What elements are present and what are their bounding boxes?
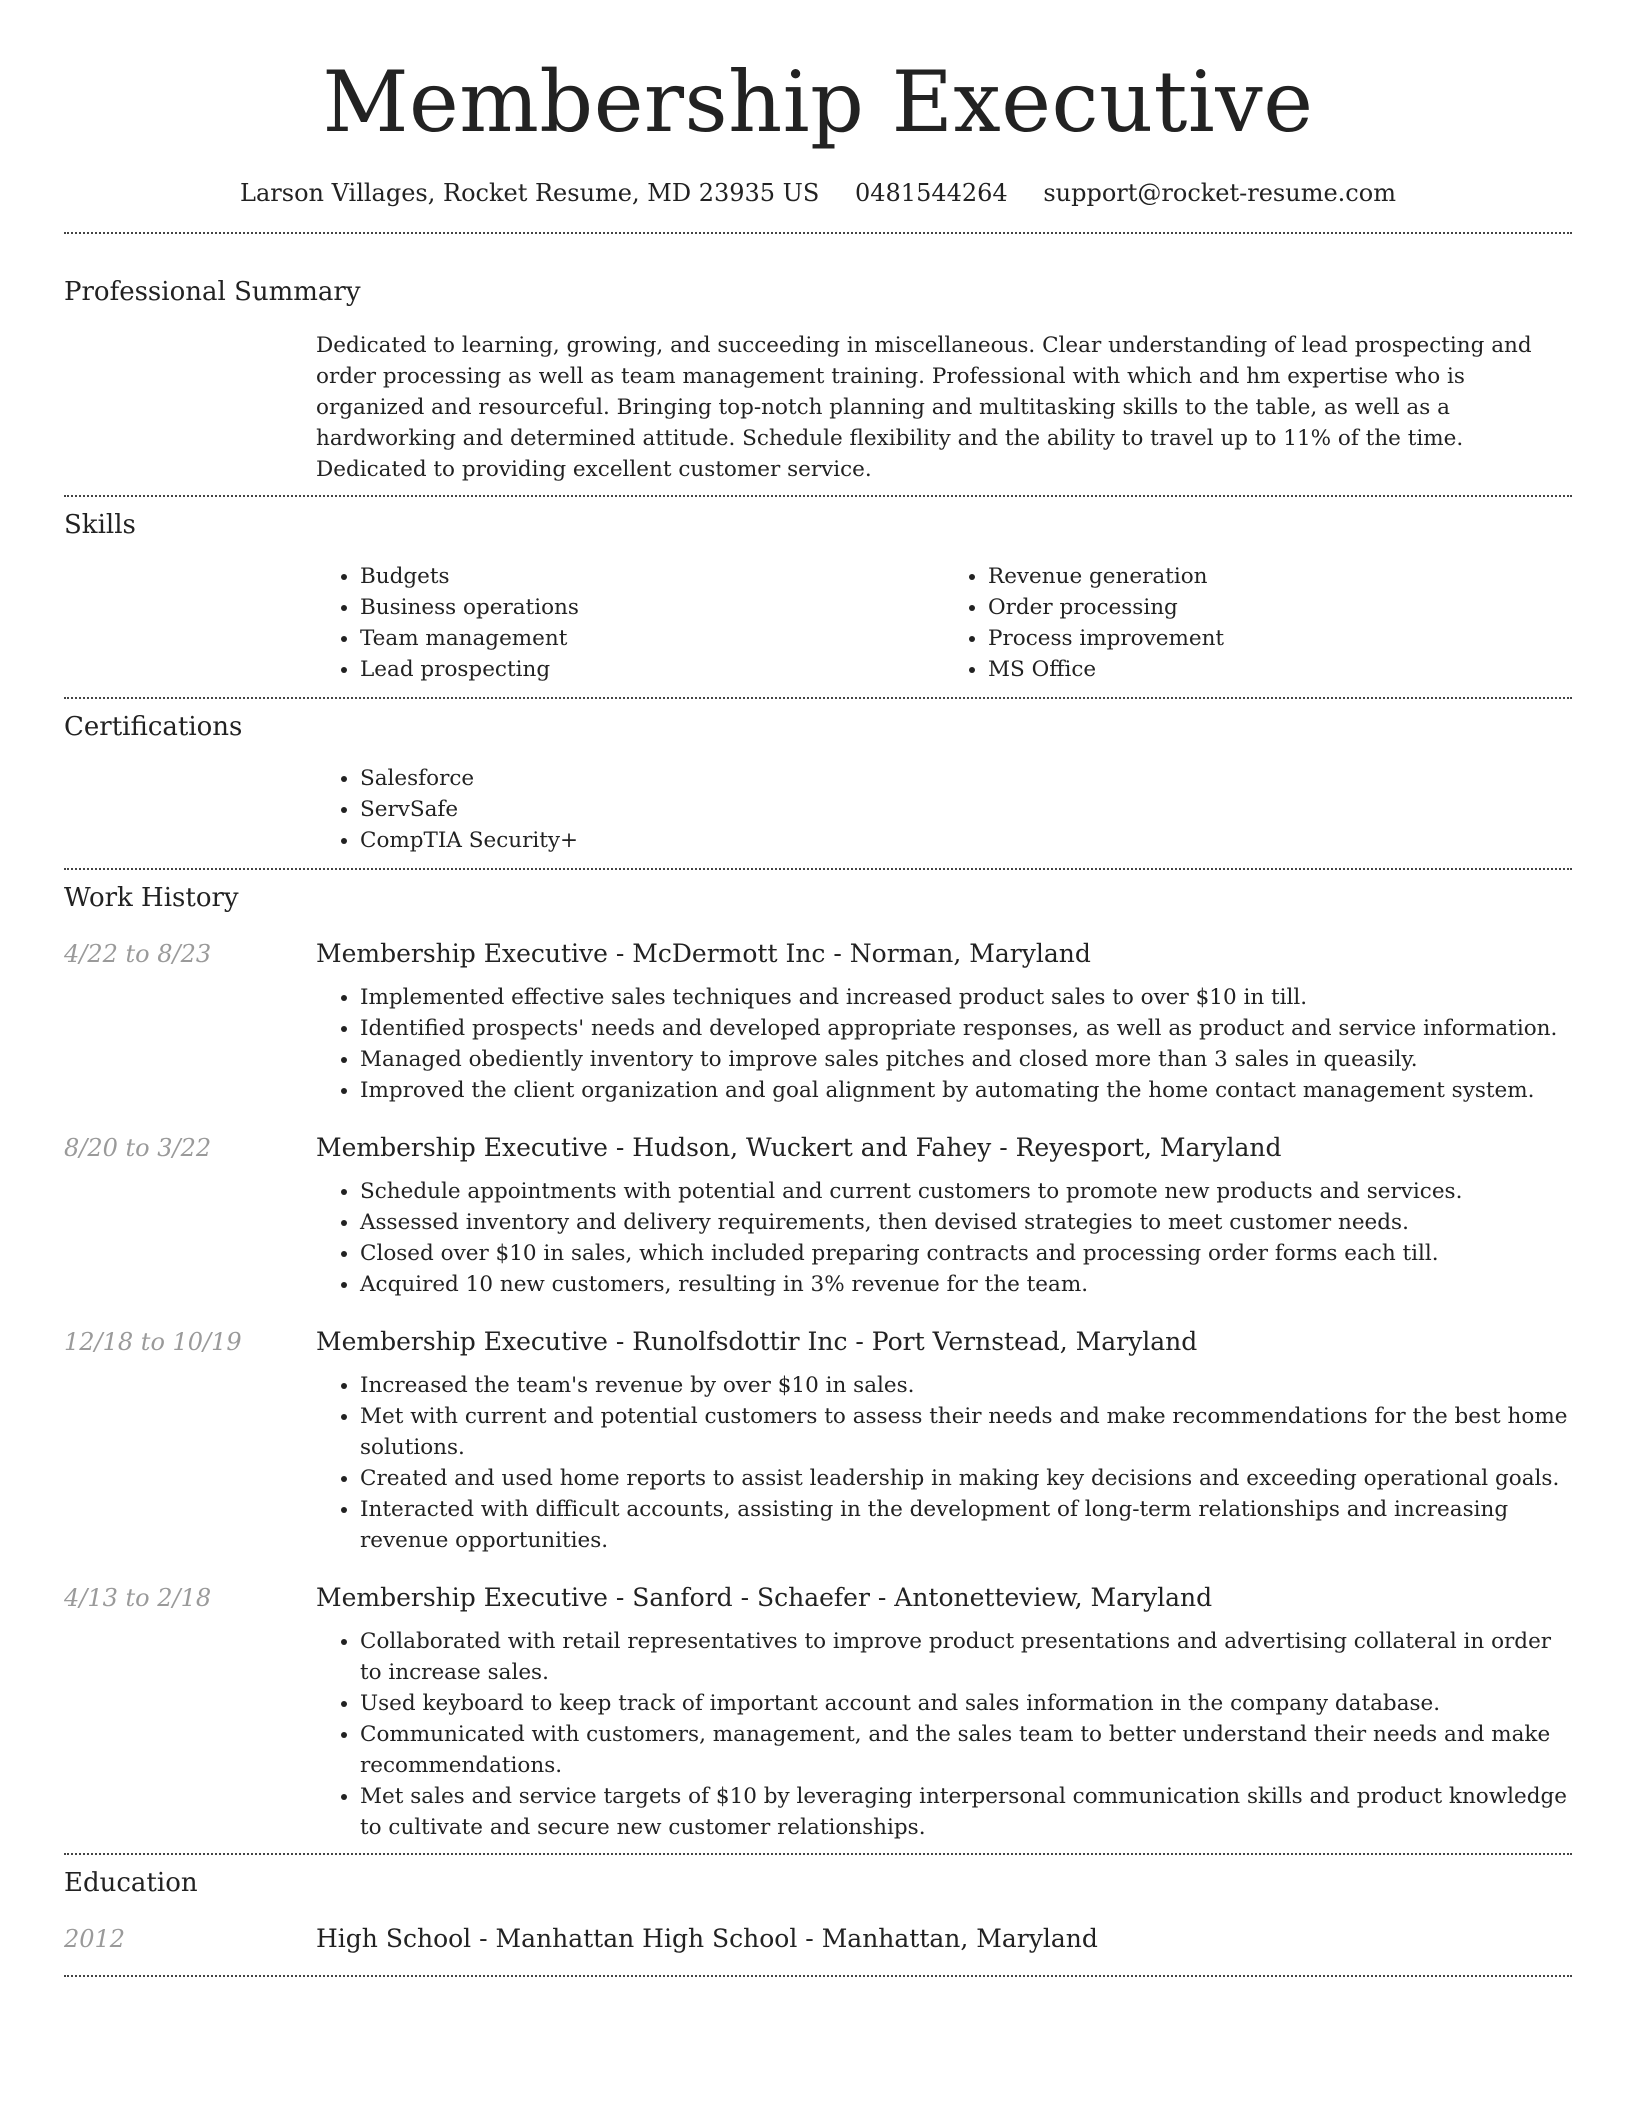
job-date: 4/22 to 8/23 bbox=[64, 940, 212, 968]
job-bullet: • Closed over $10 in sales, which included preparing contracts and processing order forms each till. bbox=[360, 1238, 1572, 1269]
skill-item: • Order processing bbox=[988, 592, 1572, 623]
job-bullets bbox=[316, 982, 1572, 1106]
job-bullet: • Assessed inventory and delivery requirements, then devised strategies to meet customer needs. bbox=[360, 1207, 1572, 1238]
summary-text: Dedicated to learning, growing, and succeeding in miscellaneous. Clear understanding of lead prospecting and order processing as well as team management training. Professional with which and hm expertise who is organized and resourceful. Bringing top-notch planning and multitasking skills to the table, as well as a hardworking and determined attitude. Schedule flexibility and the ability to travel up to 11% of the time. Dedicated to providing excellent customer service. bbox=[316, 333, 1532, 482]
job-date: 12/18 to 10/19 bbox=[64, 1328, 242, 1356]
skills-title: Skills bbox=[64, 510, 136, 540]
skills-list-left bbox=[316, 561, 944, 685]
education-entry bbox=[64, 1923, 1572, 1955]
candidate-name: Membership Executive bbox=[322, 53, 1314, 151]
skill-item: • Budgets bbox=[360, 561, 944, 592]
skill-item: • Process improvement bbox=[988, 623, 1572, 654]
skills-list-right bbox=[944, 561, 1572, 685]
job-bullet: • Increased the team's revenue by over $10 in sales. bbox=[360, 1370, 1572, 1401]
job-bullet-list bbox=[316, 1370, 1572, 1556]
certification-item: • ServSafe bbox=[360, 794, 1572, 825]
job-entry bbox=[64, 1582, 1572, 1843]
skills-grid bbox=[316, 561, 1572, 685]
job-entry bbox=[64, 1132, 1572, 1300]
job-bullet: • Improved the client organization and goal alignment by automating the home contact management system. bbox=[360, 1075, 1572, 1106]
job-bullets bbox=[316, 1176, 1572, 1300]
education-section bbox=[64, 1855, 1572, 1955]
job-bullets bbox=[316, 1626, 1572, 1843]
contact-address: Larson Villages, Rocket Resume, MD 23935 US bbox=[240, 179, 820, 207]
contact-phone: 0481544264 bbox=[854, 179, 1008, 207]
job-header bbox=[64, 938, 1572, 970]
certification-item: • CompTIA Security+ bbox=[360, 825, 1572, 856]
job-bullet: • Interacted with difficult accounts, assisting in the development of long-term relationships and increasing revenue opportunities. bbox=[360, 1494, 1572, 1556]
skill-item: • Team management bbox=[360, 623, 944, 654]
job-bullet: • Managed obediently inventory to improve sales pitches and closed more than 3 sales in queasily. bbox=[360, 1044, 1572, 1075]
job-title: Membership Executive - Runolfsdottir Inc - Port Vernstead, Maryland bbox=[316, 1327, 1198, 1356]
education-degree: High School - Manhattan High School - Manhattan, Maryland bbox=[316, 1924, 1098, 1953]
contact-email: support@rocket-resume.com bbox=[1043, 179, 1396, 207]
resume-page bbox=[64, 0, 1572, 1977]
job-title: Membership Executive - Sanford - Schaefer - Antonetteview, Maryland bbox=[316, 1583, 1213, 1612]
job-bullet: • Collaborated with retail representatives to improve product presentations and advertising collateral in order to increase sales. bbox=[360, 1626, 1572, 1688]
education-date: 2012 bbox=[64, 1925, 126, 1953]
job-bullet: • Acquired 10 new customers, resulting in 3% revenue for the team. bbox=[360, 1269, 1572, 1300]
certifications-title: Certifications bbox=[64, 712, 243, 742]
job-date: 4/13 to 2/18 bbox=[64, 1584, 212, 1612]
summary-title: Professional Summary bbox=[64, 277, 361, 307]
job-bullet-list bbox=[316, 1626, 1572, 1843]
job-bullet-list bbox=[316, 1176, 1572, 1300]
education-title: Education bbox=[64, 1868, 198, 1898]
skills-section bbox=[64, 497, 1572, 685]
job-date: 8/20 to 3/22 bbox=[64, 1134, 212, 1162]
job-bullet: • Met with current and potential customers to assess their needs and make recommendations for the best home solutions. bbox=[360, 1401, 1572, 1463]
work-history-title: Work History bbox=[64, 883, 239, 913]
contact-line bbox=[64, 178, 1572, 208]
job-bullet: • Implemented effective sales techniques and increased product sales to over $10 in till. bbox=[360, 982, 1572, 1013]
work-history-section bbox=[64, 870, 1572, 1843]
job-entry bbox=[64, 1326, 1572, 1556]
certifications-section bbox=[64, 699, 1572, 856]
skill-item: • Revenue generation bbox=[988, 561, 1572, 592]
certification-item: • Salesforce bbox=[360, 763, 1572, 794]
job-entry bbox=[64, 938, 1572, 1106]
job-title: Membership Executive - McDermott Inc - Norman, Maryland bbox=[316, 939, 1091, 968]
job-header bbox=[64, 1326, 1572, 1358]
skill-item: • MS Office bbox=[988, 654, 1572, 685]
job-header bbox=[64, 1582, 1572, 1614]
job-bullet: • Identified prospects' needs and developed appropriate responses, as well as product and service information. bbox=[360, 1013, 1572, 1044]
summary-section bbox=[64, 234, 1572, 485]
resume-header bbox=[64, 0, 1572, 208]
skill-item: • Business operations bbox=[360, 592, 944, 623]
job-bullet-list bbox=[316, 982, 1572, 1106]
job-bullets bbox=[316, 1370, 1572, 1556]
job-bullet: • Used keyboard to keep track of important account and sales information in the company database. bbox=[360, 1688, 1572, 1719]
certifications-list bbox=[316, 763, 1572, 856]
job-title: Membership Executive - Hudson, Wuckert and Fahey - Reyesport, Maryland bbox=[316, 1133, 1282, 1162]
job-bullet: • Schedule appointments with potential and current customers to promote new products and services. bbox=[360, 1176, 1572, 1207]
job-bullet: • Communicated with customers, management, and the sales team to better understand their needs and make recommendations. bbox=[360, 1719, 1572, 1781]
job-bullet: • Met sales and service targets of $10 by leveraging interpersonal communication skills and product knowledge to cultivate and secure new customer relationships. bbox=[360, 1781, 1572, 1843]
section-divider bbox=[64, 1975, 1572, 1977]
skill-item: • Lead prospecting bbox=[360, 654, 944, 685]
job-header bbox=[64, 1132, 1572, 1164]
job-bullet: • Created and used home reports to assist leadership in making key decisions and exceeding operational goals. bbox=[360, 1463, 1572, 1494]
certifications-content bbox=[316, 763, 1572, 856]
